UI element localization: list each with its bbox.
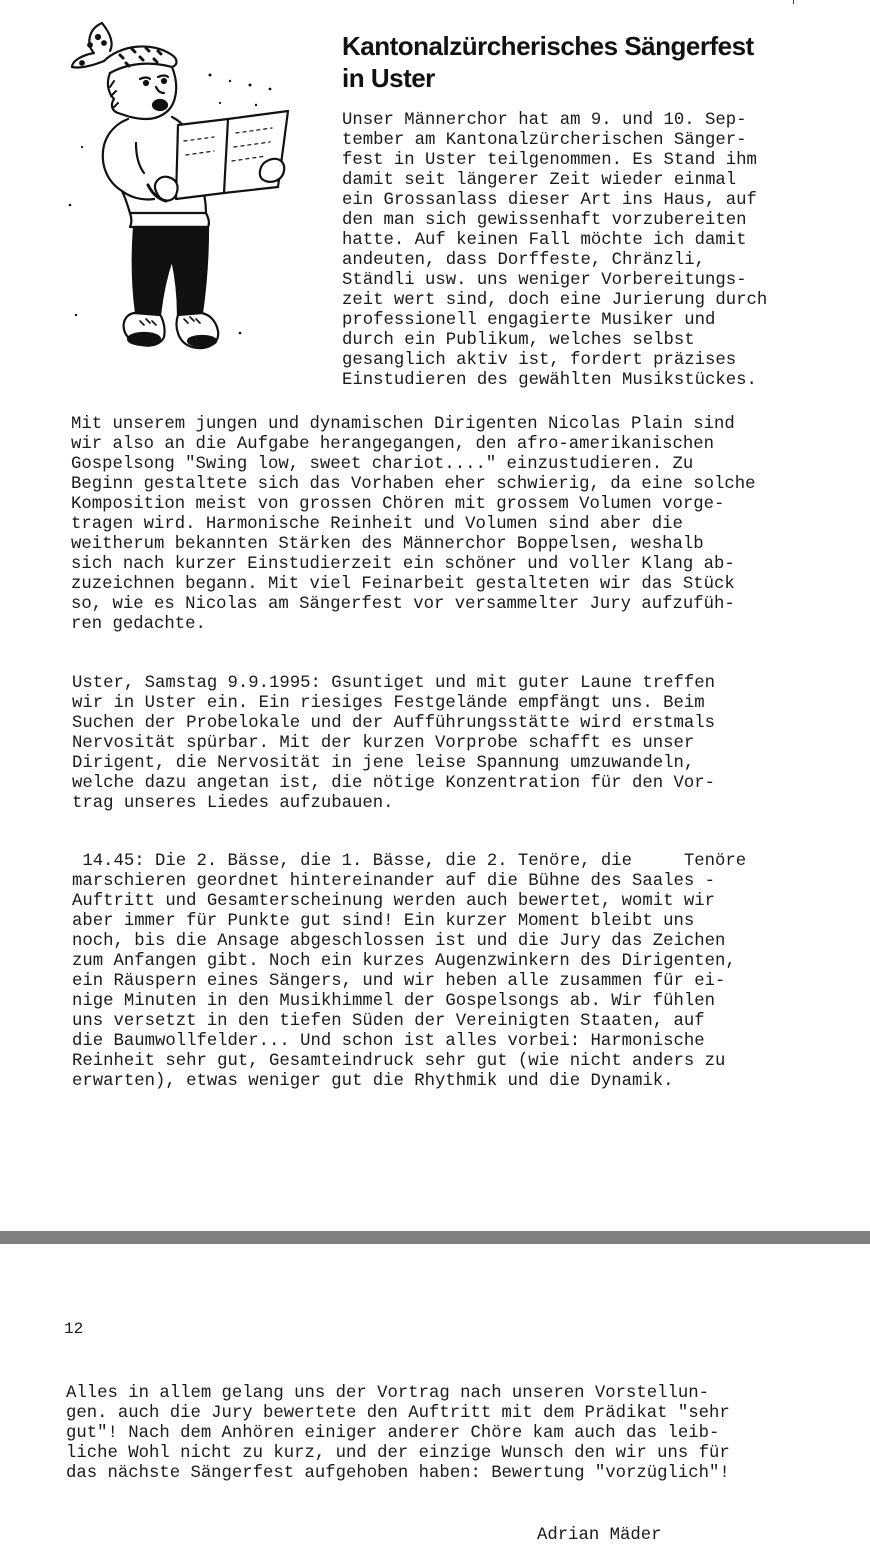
page-number: 12 xyxy=(64,1320,84,1338)
text-line: noch, bis die Ansage abgeschlossen ist und die Jury das Zeichen xyxy=(72,932,726,951)
text-line: marschieren geordnet hintereinander auf die Bühne des Saales - xyxy=(72,872,715,891)
text-line: Einstudieren des gewählten Musikstückes. xyxy=(342,371,757,390)
text-line: Suchen der Probelokale und der Aufführungsstätte wird erstmals xyxy=(72,714,715,733)
paragraph-preparation xyxy=(71,415,755,635)
title-line: Kantonalzürcherisches Sängerfest xyxy=(342,31,754,61)
text-line: zuzeichnen begann. Mit viel Feinarbeit gestalteten wir das Stück xyxy=(71,575,735,594)
text-line: Dirigent, die Nervosität in jene leise Spannung umzuwandeln, xyxy=(72,754,695,773)
text-line: welche dazu angetan ist, die nötige Konzentration für den Vor- xyxy=(72,774,715,793)
text-line: andeuten, dass Dorffeste, Chränzli, xyxy=(342,251,705,270)
title-line: in Uster xyxy=(342,63,435,93)
text-line: wir also an die Aufgabe herangegangen, den afro-amerikanischen xyxy=(71,435,714,454)
text-line: liche Wohl nicht zu kurz, und der einzige Wunsch den wir uns für xyxy=(66,1444,730,1463)
text-line: weitherum bekannten Stärken des Männerchor Boppelsen, weshalb xyxy=(71,535,704,554)
text-line: so, wie es Nicolas am Sängerfest vor versammelter Jury aufzufüh- xyxy=(71,595,735,614)
text-line: Nervosität spürbar. Mit der kurzen Vorprobe schafft es unser xyxy=(72,734,695,753)
page-separator xyxy=(0,1231,870,1244)
text-line: trag unseres Liedes aufzubauen. xyxy=(72,794,394,813)
text-line: die Baumwollfelder... Und schon ist alles vorbei: Harmonische xyxy=(72,1032,705,1051)
text-line: 14.45: Die 2. Bässe, die 1. Bässe, die 2. Tenöre, die Tenöre xyxy=(72,852,747,871)
text-line: das nächste Sängerfest aufgehoben haben: Bewertung "vorzüglich"! xyxy=(66,1464,730,1483)
text-line: ein Räuspern eines Sängers, und wir heben alle zusammen für ei- xyxy=(72,972,726,991)
text-line: Unser Männerchor hat am 9. und 10. Sep- xyxy=(342,111,747,130)
text-line: tember am Kantonalzürcherischen Sänger- xyxy=(342,131,747,150)
text-line: damit seit längerer Zeit wieder einmal xyxy=(342,171,737,190)
text-line: den man sich gewissenhaft vorzubereiten xyxy=(342,211,747,230)
text-line: sich nach kurzer Einstudierzeit ein schöner und voller Klang ab- xyxy=(71,555,735,574)
text-line: erwarten), etwas weniger gut die Rhythmik und die Dynamik. xyxy=(72,1072,674,1091)
paragraph-conclusion xyxy=(66,1384,730,1484)
corner-mark xyxy=(793,0,794,4)
singing-child-icon xyxy=(60,15,300,360)
text-line: Uster, Samstag 9.9.1995: Gsuntiget und mit guter Laune treffen xyxy=(72,674,715,693)
text-line: Ständli usw. uns weniger Vorbereitungs- xyxy=(342,271,747,290)
text-line: wir in Uster ein. Ein riesiges Festgelände empfängt uns. Beim xyxy=(72,694,705,713)
text-line: nige Minuten in den Musikhimmel der Gospelsongs ab. Wir fühlen xyxy=(72,992,715,1011)
text-line: ein Grossanlass dieser Art ins Haus, auf xyxy=(342,191,757,210)
paragraph-arrival xyxy=(72,674,715,814)
text-line: gesanglich aktiv ist, fordert präzises xyxy=(342,351,737,370)
text-line: gen. auch die Jury bewertete den Auftritt mit dem Prädikat "sehr xyxy=(66,1404,730,1423)
text-line: zum Anfangen gibt. Noch ein kurzes Augenzwinkern des Dirigenten, xyxy=(72,952,736,971)
article-title xyxy=(342,30,754,94)
text-line: tragen wird. Harmonische Reinheit und Volumen sind aber die xyxy=(71,515,683,534)
paragraph-performance xyxy=(72,852,746,1092)
text-line: hatte. Auf keinen Fall möchte ich damit xyxy=(342,231,747,250)
text-line: gut"! Nach dem Anhören einiger anderer Chöre kam auch das leib- xyxy=(66,1424,720,1443)
author-signature: Adrian Mäder xyxy=(537,1526,662,1545)
text-line: ren gedachte. xyxy=(71,615,206,634)
text-line: fest in Uster teilgenommen. Es Stand ihm xyxy=(342,151,757,170)
text-line: professionell engagierte Musiker und xyxy=(342,311,716,330)
text-line: zeit wert sind, doch eine Jurierung durch xyxy=(342,291,768,310)
text-line: durch ein Publikum, welches selbst xyxy=(342,331,695,350)
text-line: Mit unserem jungen und dynamischen Dirigenten Nicolas Plain sind xyxy=(71,415,735,434)
text-line: aber immer für Punkte gut sind! Ein kurzer Moment bleibt uns xyxy=(72,912,695,931)
text-line: Komposition meist von grossen Chören mit grossem Volumen vorge- xyxy=(71,495,725,514)
text-line: Beginn gestaltete sich das Vorhaben eher schwierig, da eine solche xyxy=(71,475,756,494)
text-line: Auftritt und Gesamterscheinung werden auch bewertet, womit wir xyxy=(72,892,715,911)
intro-paragraph xyxy=(342,111,767,391)
text-line: uns versetzt in den tiefen Süden der Vereinigten Staaten, auf xyxy=(72,1012,705,1031)
text-line: Alles in allem gelang uns der Vortrag nach unseren Vorstellun- xyxy=(66,1384,709,1403)
text-line: Gospelsong "Swing low, sweet chariot...." einzustudieren. Zu xyxy=(71,455,694,474)
text-line: Reinheit sehr gut, Gesamteindruck sehr gut (wie nicht anders zu xyxy=(72,1052,726,1071)
